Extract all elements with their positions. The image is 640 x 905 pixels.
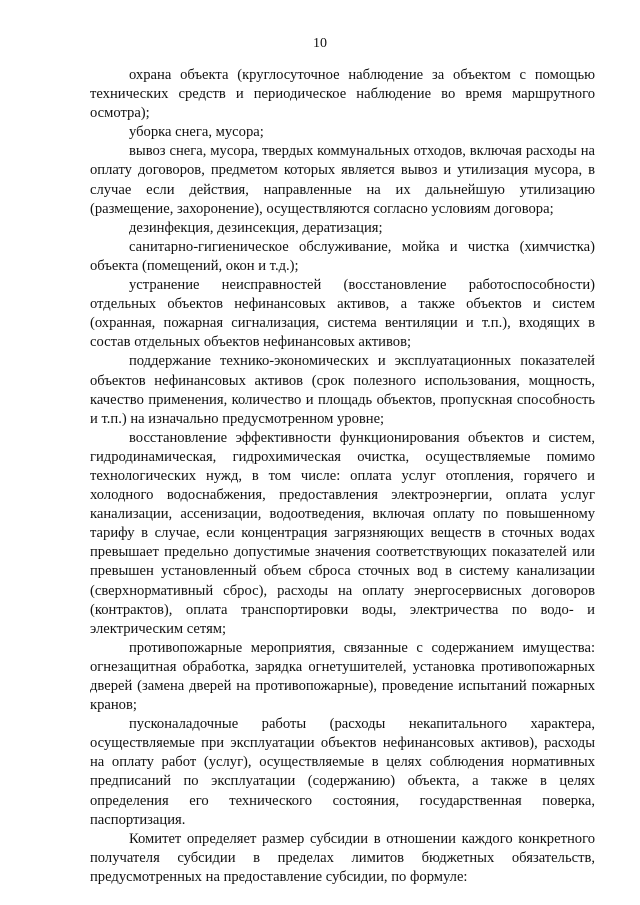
- paragraph-fire-safety: противопожарные мероприятия, связанные с содержанием имущества: огнезащитная обработка, зарядка огнетушителей, установка противопожарных дверей (замена дверей на противопожарные), проведение испытаний пожарных кранов;: [90, 639, 595, 714]
- paragraph-disinfection: дезинфекция, дезинсекция, дератизация;: [129, 219, 383, 236]
- paragraph-maintenance: поддержание технико-экономических и эксплуатационных показателей объектов нефинансовых активов (срок полезного использования, мощность, качество применения, количество и площадь объектов, пропускная способность и т.п.) на изначально предусмотренном уровне;: [90, 353, 595, 427]
- paragraph-sanitary-service: санитарно-гигиеническое обслуживание, мойка и чистка (химчистка) объекта (помещений, окон и т.д.);: [90, 238, 595, 274]
- paragraph-utilities: восстановление эффективности функционирования объектов и систем, гидродинамическая, гидрохимическая очистка, осуществляемые помимо технологических нужд, в том числе: оплата услуг отопления, горячего и холодного водоснабжения, предоставления электроэнергии, оплата услуг канализации, ассенизации, водоотведения, включая оплату по повышенному тарифу в случае, если концентрация загрязняющих веществ в сточных водах превышает предельно допустимые значения соответствующих показателей или превышен установленный объем сброса сточных вод в систему канализации (сверхнормативный сброс), расходы на оплату энергосервисных договоров (контрактов), оплата транспортировки воды, электричества по водо- и электрическим сетям;: [90, 429, 595, 637]
- paragraph-security: охрана объекта (круглосуточное наблюдение за объектом с помощью технических средств и периодическое наблюдение во время маршрутного осмотра);: [90, 67, 595, 122]
- paragraph-subsidy-formula: Комитет определяет размер субсидии в отношении каждого конкретного получателя субсидии в пределах лимитов бюджетных обязательств, предусмотренных на предоставление субсидии, по формуле:: [90, 830, 595, 885]
- paragraph-snow-cleaning: уборка снега, мусора;: [129, 124, 264, 141]
- paragraph-commissioning: пусконаладочные работы (расходы некапитального характера, осуществляемые при эксплуатации объектов нефинансовых активов), расходы на оплату работ (услуг), осуществляемые в целях соблюдения нормативных предписаний по эксплуатации (содержанию) объекта, а также в целях определения его технического состояния, государственная поверка, паспортизация.: [90, 716, 595, 828]
- paragraph-repairs: устранение неисправностей (восстановление работоспособности) отдельных объектов нефинансовых активов, а также объектов и систем (охранная, пожарная сигнализация, система вентиляции и т.п.), входящих в состав отдельных объектов нефинансовых активов;: [90, 277, 595, 351]
- paragraph-waste-removal: вывоз снега, мусора, твердых коммунальных отходов, включая расходы на оплату договоров, предметом которых является вывоз и утилизация мусора, в случае если действия, направленные на их дальнейшую утилизацию (размещение, захоронение), осуществляются согласно условиям договора;: [90, 143, 595, 217]
- page-number: 10: [313, 36, 327, 51]
- document-body: [90, 66, 595, 887]
